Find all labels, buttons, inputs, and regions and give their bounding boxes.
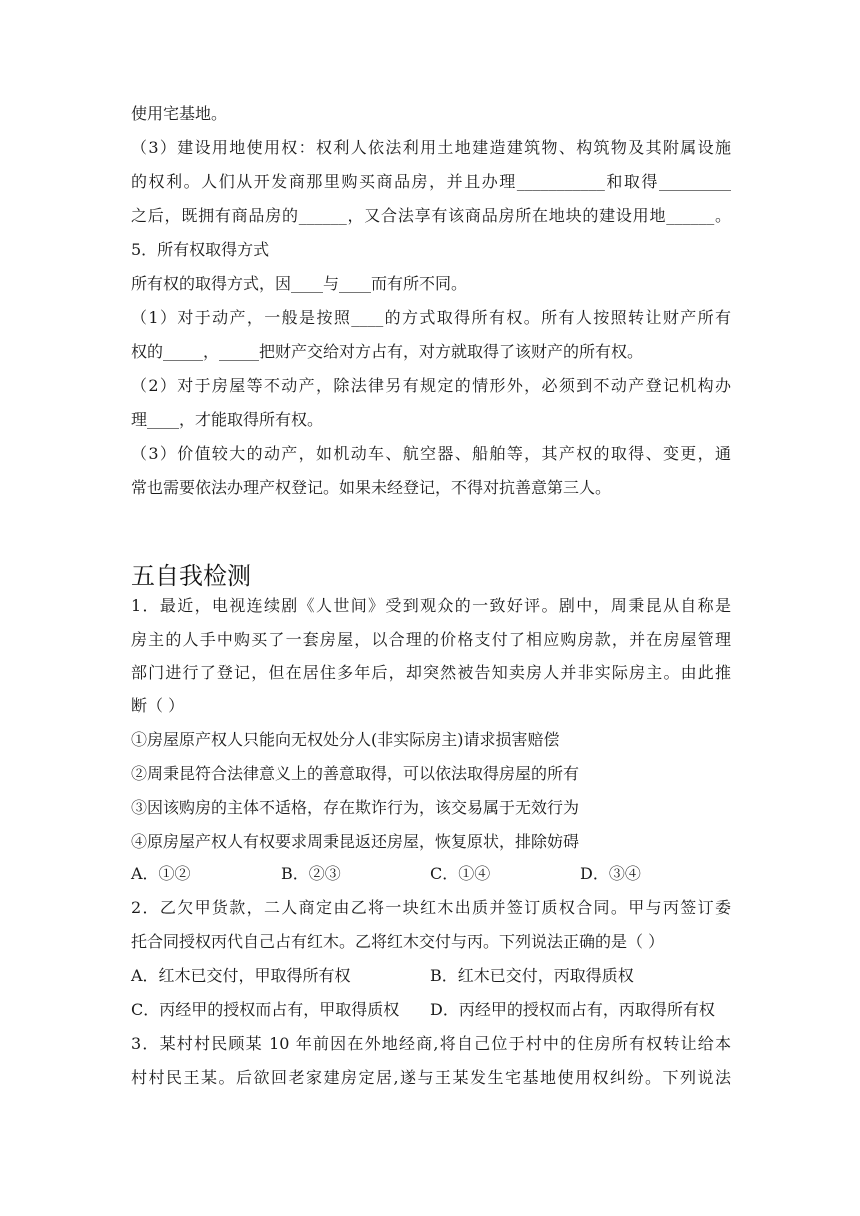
text-line: 理____，才能取得所有权。 bbox=[131, 410, 324, 429]
section-title: 五自我检测 bbox=[131, 562, 251, 590]
statement-line: ④原房屋产权人有权要求周秉昆返还房屋，恢复原状，排除妨碍 bbox=[131, 832, 580, 851]
option-c: C．①④ bbox=[430, 864, 491, 883]
question-line: 托合同授权丙代自己占有红木。乙将红木交付与丙。下列说法正确的是（ ） bbox=[131, 932, 665, 951]
question-line: 1．最近，电视连续剧《人世间》受到观众的一致好评。剧中，周秉昆从自称是 bbox=[131, 596, 731, 615]
question-line: 村村民王某。后欲回老家建房定居,遂与王某发生宅基地使用权纠纷。下列说法 bbox=[131, 1068, 731, 1087]
question-line: 房主的人手中购买了一套房屋，以合理的价格支付了相应购房款，并在房屋管理 bbox=[131, 630, 731, 649]
question-line: 部门进行了登记，但在居住多年后，却突然被告知卖房人并非实际房主。由此推 bbox=[131, 663, 731, 682]
text-line: （2）对于房屋等不动产，除法律另有规定的情形外，必须到不动产登记机构办 bbox=[131, 376, 731, 395]
statement-line: ①房屋原产权人只能向无权处分人(非实际房主)请求损害赔偿 bbox=[131, 730, 560, 749]
option-c: C．丙经甲的授权而占有，甲取得质权 bbox=[131, 1000, 400, 1019]
question-line: 断（ ） bbox=[131, 696, 185, 715]
text-line: 所有权的取得方式，因____与____而有所不同。 bbox=[131, 274, 468, 293]
text-line: 权的_____，_____把财产交给对方占有，对方就取得了该财产的所有权。 bbox=[131, 342, 644, 361]
option-d: D．丙经甲的授权而占有，丙取得所有权 bbox=[430, 1000, 715, 1019]
option-a: A．红木已交付，甲取得所有权 bbox=[131, 966, 351, 985]
option-b: B．②③ bbox=[281, 864, 341, 883]
option-d: D．③④ bbox=[580, 864, 641, 883]
question-line: 2．乙欠甲货款，二人商定由乙将一块红木出质并签订质权合同。甲与丙签订委 bbox=[131, 898, 731, 917]
text-line: 之后，既拥有商品房的______，又合法享有该商品房所在地块的建设用地______。 bbox=[131, 206, 731, 225]
text-line: 的权利。人们从开发商那里购买商品房，并且办理___________和取得_________ bbox=[131, 172, 731, 191]
text-line: （3）建设用地使用权：权利人依法利用土地建造建筑物、构筑物及其附属设施 bbox=[131, 138, 731, 157]
text-line: 常也需要依法办理产权登记。如果未经登记，不得对抗善意第三人。 bbox=[131, 478, 612, 497]
question-line: 3．某村村民顾某 10 年前因在外地经商,将自己位于村中的住房所有权转让给本 bbox=[131, 1034, 731, 1053]
text-line: （1）对于动产，一般是按照____的方式取得所有权。所有人按照转让财产所有 bbox=[131, 308, 731, 327]
statement-line: ③因该购房的主体不适格，存在欺诈行为，该交易属于无效行为 bbox=[131, 798, 580, 817]
option-a: A．①② bbox=[131, 864, 191, 883]
text-line: 使用宅基地。 bbox=[131, 104, 228, 123]
text-line: （3）价值较大的动产，如机动车、航空器、船舶等，其产权的取得、变更，通 bbox=[131, 444, 731, 463]
text-line: 5．所有权取得方式 bbox=[131, 240, 270, 259]
statement-line: ②周秉昆符合法律意义上的善意取得，可以依法取得房屋的所有 bbox=[131, 764, 580, 783]
option-b: B．红木已交付，丙取得质权 bbox=[430, 966, 634, 985]
